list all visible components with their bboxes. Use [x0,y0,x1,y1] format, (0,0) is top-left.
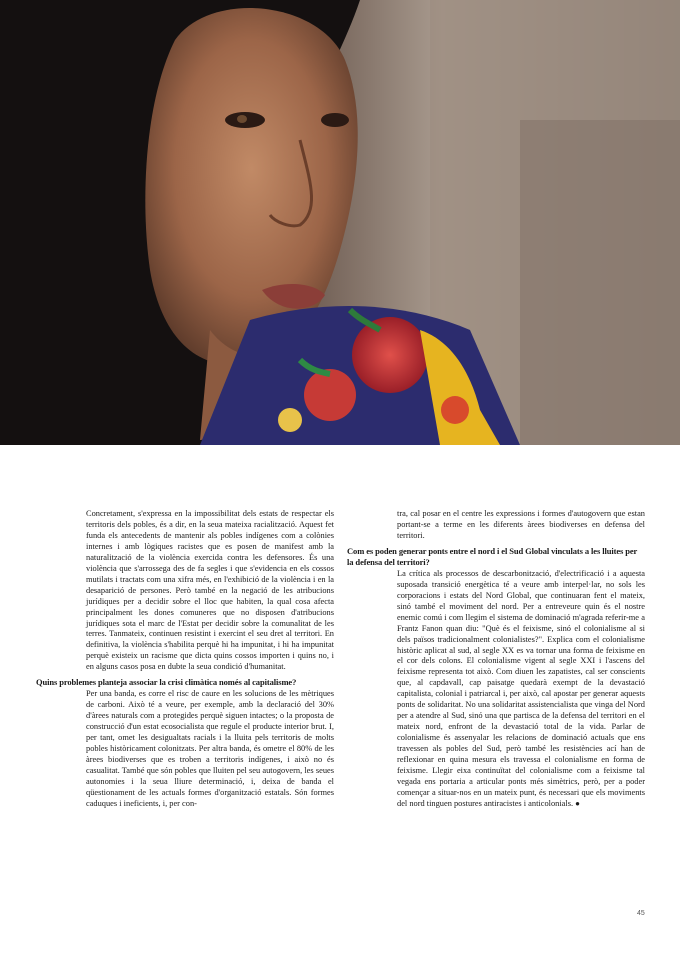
interview-question: Quins problemes planteja associar la crisi climàtica només al capitalisme? [36,677,297,688]
body-paragraph [347,569,645,810]
body-text: La crítica als processos de descarbonització, d'electrificació i a aquesta suposada transició energètica té a veure amb interpel·lar, no sols les corporacions i estats del Nord Global, que continuaran fent el mateix, sinó també el moviment del nord. Per a entreveure quin és el nostre enemic comú i com llegim el sistema de dominació m'agrada referir-me a Frantz Fanon quan diu: "Què és el feixisme, sinó el colonialisme al si dels països tradicionalment colonialistes?". Explica com el colonialisme històric aplicat al sud, al segle XX es va tornar una forma de feixisme en el cor dels colons. El colonialisme vigent al segle XXI i l'ascens del feixisme representa tot això. Com diuen les zapatistes, cal ser conscients que, al capdavall, cap paisatge quedarà exempt de la devastació capitalista, colonial i patriarcal i, per això, cal apostar per generar aquests ponts de solidaritat. No una solidaritat assistencialista que vinga del Nord per a atendre al Sud, sinó una que partisca de la defensa del territori en el mateix nord, enfront de la devastació total de la vida. Parlar de colonialisme és assenyalar les relacions de dominació actuals que ens travessen als pobles del Sud, però també les resistències ací han de reflexionar en quina mesura els travessa el colonialisme en forma de feixisme. Llegir eixa continuïtat del colonialisme com a feixisme tal vegada ens portaria a articular ponts més simètrics, però, per a poder començar a situar-nos en un mateix punt, és necessari que els moviments del nord tinguen postures antiracistes i anticolonials. [397,568,645,808]
portrait-photo [0,0,680,445]
end-of-article-mark: ● [575,798,581,808]
left-column [36,509,334,810]
body-paragraph: tra, cal posar en el centre les expressions i formes d'autogovern que estan portant-se a terme en les diferents àrees biodiverses en defensa del territori. [397,509,645,540]
interview-question: Com es poden generar ponts entre el nord i el Sud Global vinculats a les lluites per la defensa del territori? [347,545,638,567]
body-paragraph: Concretament, s'expressa en la impossibilitat dels estats de respectar els territoris dels pobles, és a dir, en la seua mateixa racialització. Aquest fet funda els antecedents de mantenir als pobles indígenes com a colònies internes i amb lògiques racistes que es posen de manifest amb la naturalització de la violència exercida contra les defensores. És una violència que s'arrossega des de fa segles i que s'evidencia en els cossos mutilats i tractats com una xifra més, en l'exhibició de la violència i en la desaparició de persones. Però també en la negació de les atribucions jurídiques per a decidir sobre el lloc que habiten, la qual cosa afecta principalment les dones comuneres que no disposen d'atribucions jurídiques sota el marc de l'Estat per decidir sobre la comunalitat de les terres. Tanmateix, continuen resistint i exercint el seu dret al territori. En definitiva, la violència s'habilita perquè hi ha impunitat, i hi ha impunitat perquè existeix un racisme que dicta quins cossos importen i quins no, i en alguns casos posa en dubte la seua condició d'humanitat. [86,509,334,672]
right-column [347,509,645,810]
page-number: 45 [637,910,645,917]
body-paragraph: Per una banda, es corre el risc de caure en les solucions de les mètriques de carboni. Això té a veure, per exemple, amb la declaració del 30% d'àrees naturals com a protegides perquè siguen intactes; o la proposta de construcció d'un estat ecosocialista que regule el producte interior brut. I, per tant, omet les desigualtats racials i la lluita pels territoris de molts pobles històricament colonitzats. Per altra banda, és ometre el 80% de les àrees biodiverses que es troben a territoris indígenes, i això no és casualitat. També que són pobles que lluiten pel seu autogovern, les seues autonomies i la seua lliure determinació, i, deixa de banda el qüestionament de les actuals formes d'organització estatals. Són formes caduques i ineficients, i, per con- [86,689,334,808]
